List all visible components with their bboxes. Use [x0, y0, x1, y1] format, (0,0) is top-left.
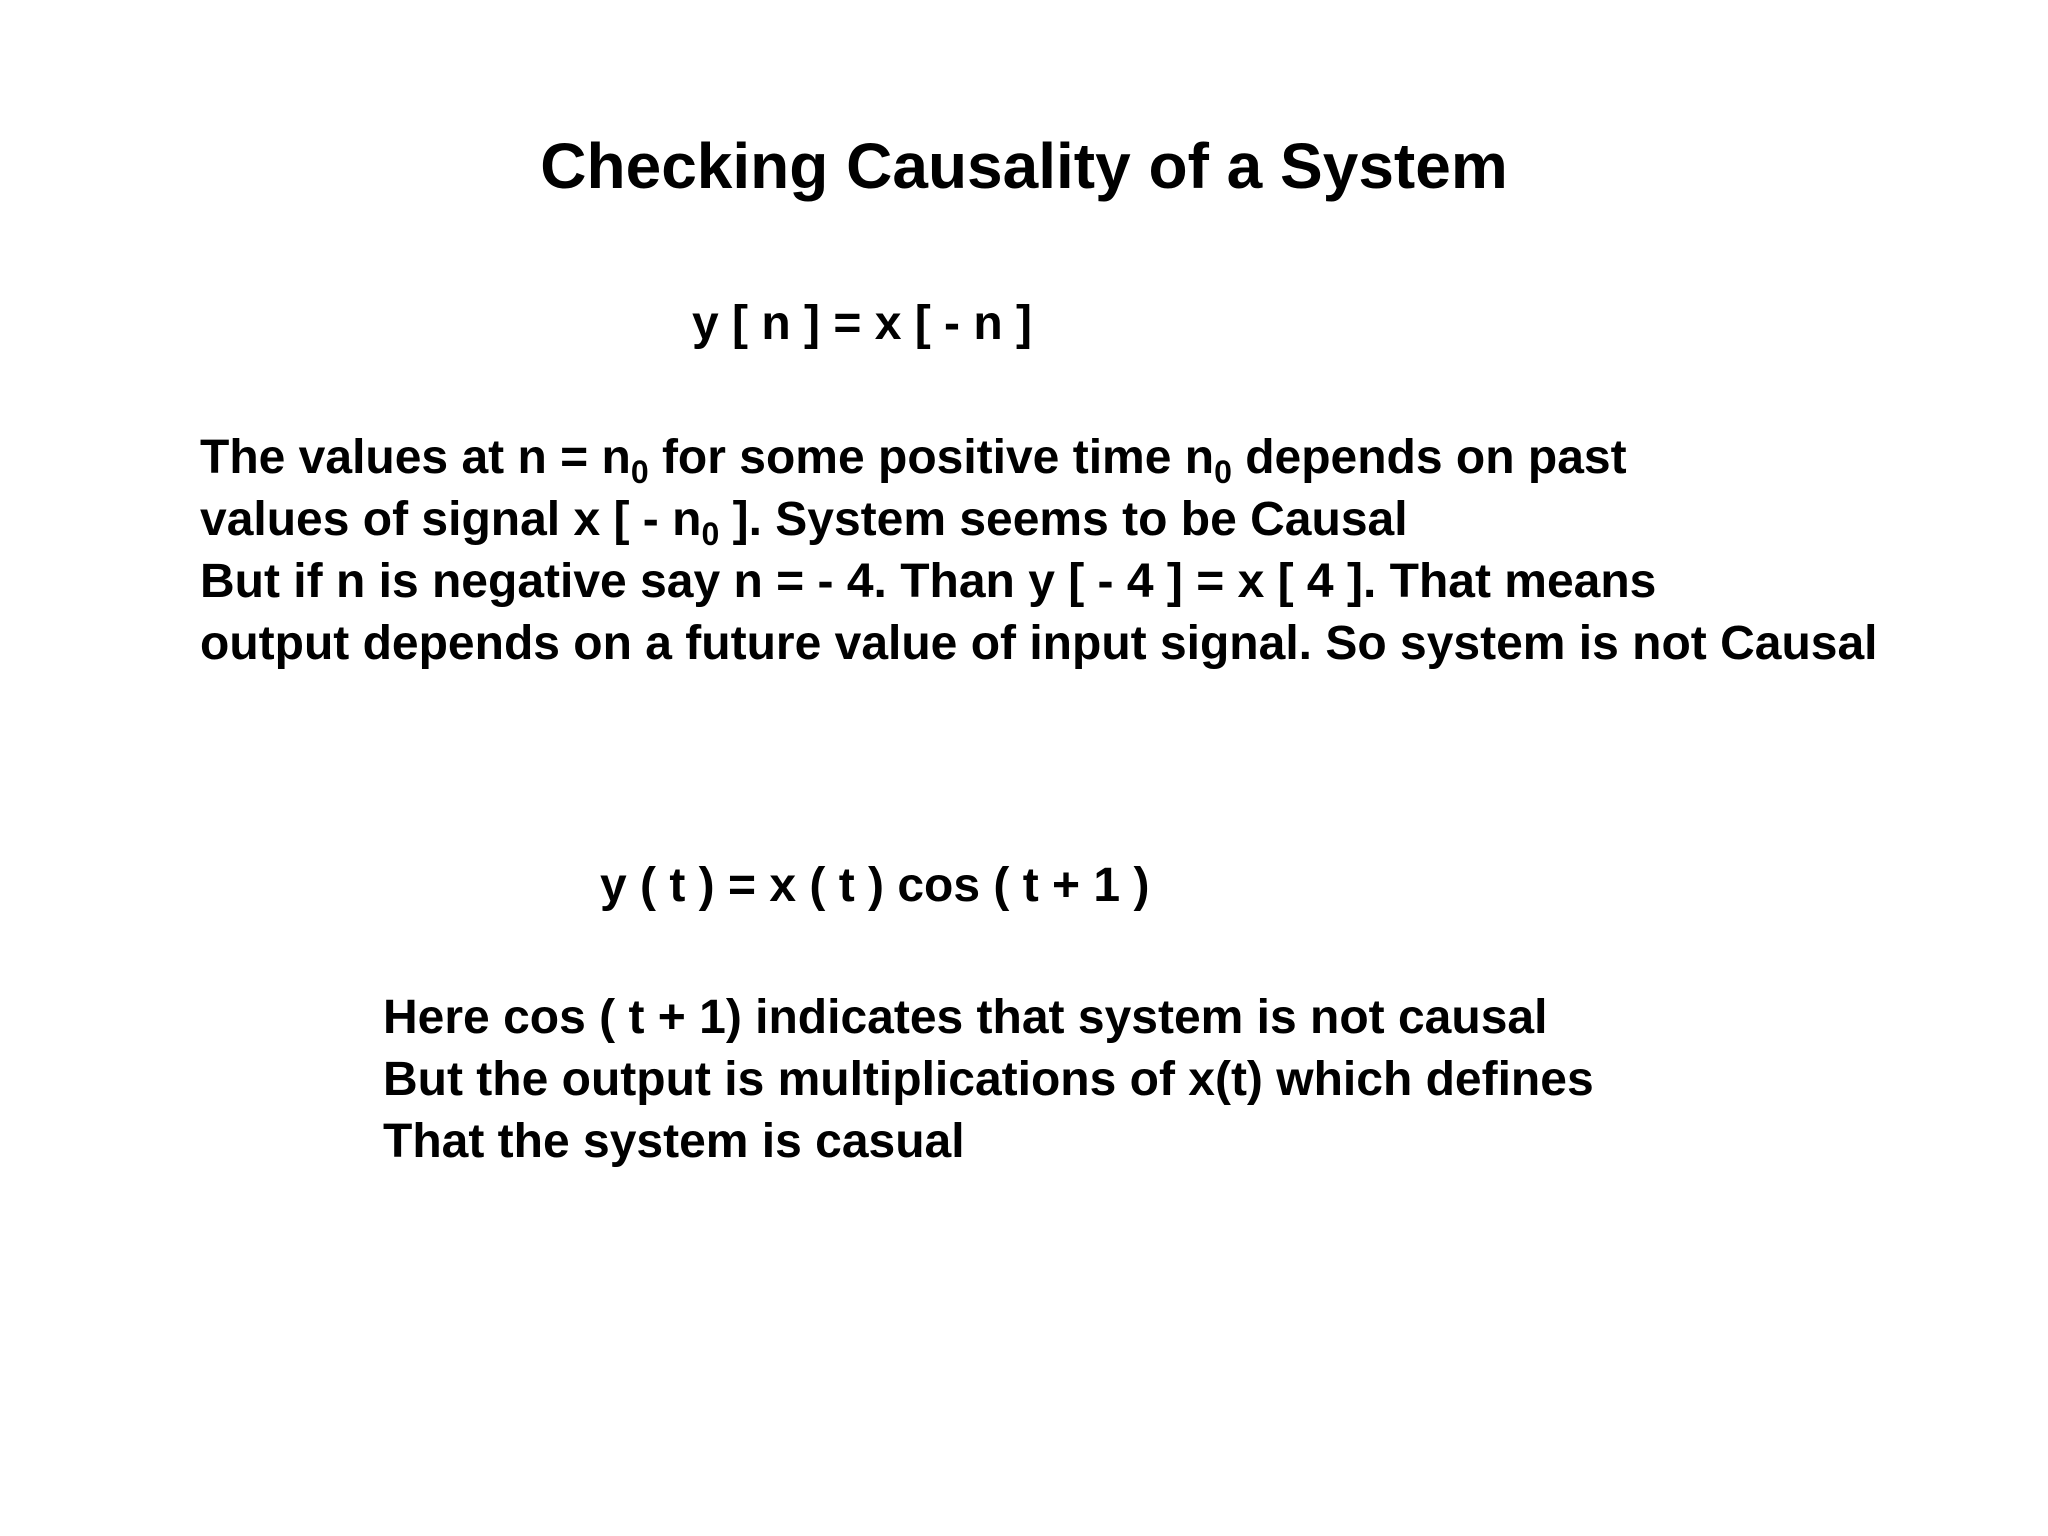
explanation-continuous [383, 987, 1594, 1173]
explanation-discrete [200, 427, 1878, 675]
explanation-line-1 [200, 427, 1878, 489]
subscript-zero: 0 [1214, 454, 1232, 490]
subscript-zero: 0 [630, 454, 649, 490]
explanation-line-3: That the system is casual [383, 1115, 965, 1168]
explanation-line-2: But the output is multiplications of x(t) which defines [383, 1053, 1594, 1106]
subscript-zero: 0 [701, 516, 720, 552]
equation-continuous: y ( t ) = x ( t ) cos ( t + 1 ) [600, 859, 1150, 912]
equation-discrete: y [ n ] = x [ - n ] [692, 297, 1033, 350]
text-segment: The values at n = n [200, 431, 631, 484]
text-segment: depends on past [1231, 431, 1627, 484]
text-segment: ]. System seems to be Causal [719, 493, 1408, 546]
explanation-line-4: output depends on a future value of input signal. So system is not Causal [200, 617, 1878, 670]
text-segment: values of signal x [ - n [200, 493, 702, 546]
explanation-line-1: Here cos ( t + 1) indicates that system is not causal [383, 991, 1548, 1044]
slide-title: Checking Causality of a System [540, 130, 1508, 202]
text-segment: for some positive time n [648, 431, 1215, 484]
explanation-line-2 [200, 489, 1878, 551]
explanation-line-3: But if n is negative say n = - 4. Than y [ - 4 ] = x [ 4 ]. That means [200, 555, 1657, 608]
